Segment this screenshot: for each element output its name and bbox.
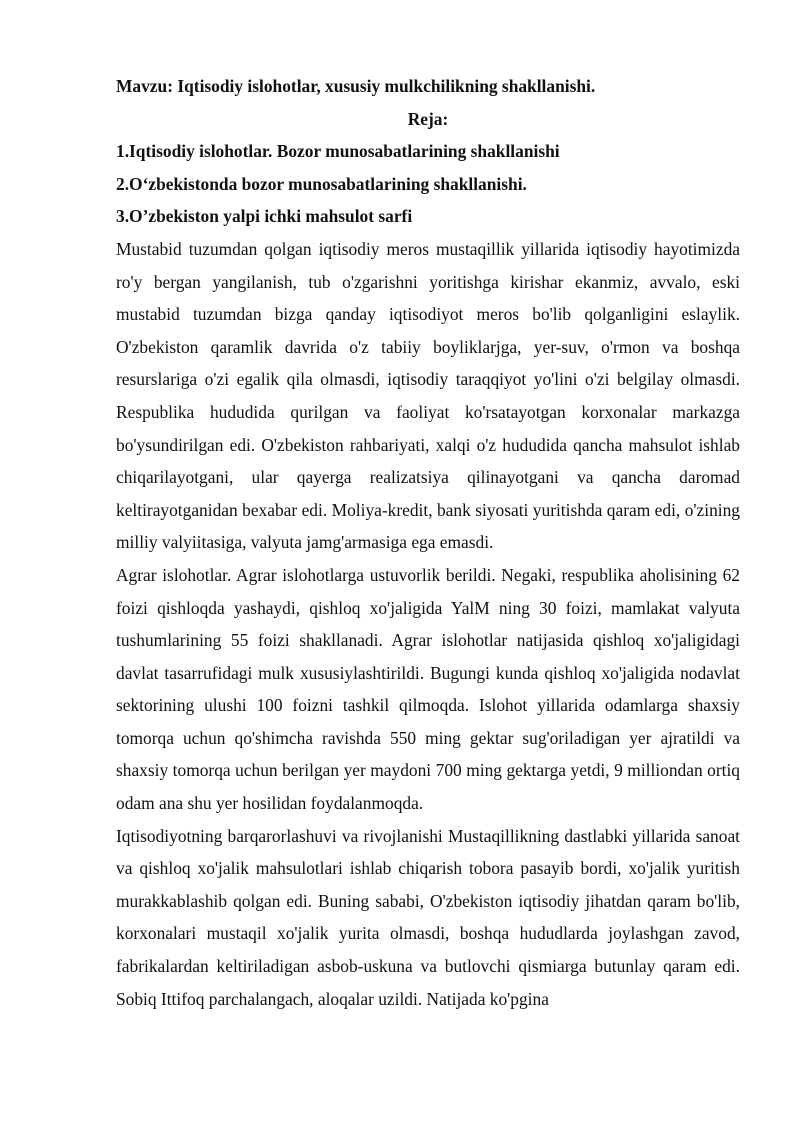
paragraph-economic-stabilization: Iqtisodiyotning barqarorlashuvi va rivojlanishi Mustaqillikning dastlabki yillarida sanoat va qishloq xo'jalik mahsulotlari ishlab chiqarish tobora pasayib bordi, xo'jalik yuritish murakkablashib qolgan edi. Buning sababi, O'zbekiston iqtisodiy jihatdan qaram bo'lib, korxonalari mustaqil xo'jalik yurita olmasdi, boshqa hududlarda joylashgan zavod, fabrikalardan keltiriladigan asbob-uskuna va butlovchi qismiarga butunlay qaram edi. Sobiq Ittifoq parchalangach, aloqalar uzildi. Natijada ko'pgina [116,825,740,1009]
plan-item-1: 1.Iqtisodiy islohotlar. Bozor munosabatlarining shakllanishi [116,141,560,162]
paragraph-agrarian-reforms: Agrar islohotlar. Agrar islohotlarga ustuvorlik berildi. Negaki, respublika aholisining 62 foizi qishloqda yashaydi, qishloq xo'jaligida YalM ning 30 foizi, mamlakat valyuta tushumlarining 55 foizi shakllanadi. Agrar islohotlar natijasida qishloq xo'jaligidagi davlat tasarrufidagi mulk xususiylashtirildi. Bugungi kunda qishloq xo'jaligida nodavlat sektorining ulushi 100 foizni tashkil qilmoqda. Islohot yillarida odamlarga shaxsiy tomorqa uchun qo'shimcha ravishda 550 ming gektar sug'oriladigan yer ajratildi va shaxsiy tomorqa uchun berilgan yer maydoni 700 ming gektarga yetdi, 9 milliondan ortiq odam ana shu yer hosilidan foydalanmoqda. [116,564,740,814]
plan-item-3: 3.O’zbekiston yalpi ichki mahsulot sarfi [116,206,413,227]
document-page [116,70,740,1015]
document-title: Mavzu: Iqtisodiy islohotlar, xususiy mulkchilikning shakllanishi. [116,76,596,96]
paragraph-economic-heritage: Mustabid tuzumdan qolgan iqtisodiy meros mustaqillik yillarida iqtisodiy hayotimizda ro'y bergan yangilanish, tub o'zgarishni yoritishga kirishar ekanmiz, avvalo, eski mustabid tuzumdan bizga qanday iqtisodiyot meros bo'lib qolganligini eslaylik. O'zbekiston qaramlik davrida o'z tabiiy boyliklarjga, yer-suv, o'rmon va boshqa resurslariga o'zi egalik qila olmasdi, iqtisodiy taraqqiyot yo'lini o'zi belgilay olmasdi. Respublika hududida qurilgan va faoliyat ko'rsatayotgan korxonalar markazga bo'ysundirilgan edi. O'zbekiston rahbariyati, xalqi o'z hududida qancha mahsulot ishlab chiqarilayotgani, ular qayerga realizatsiya qilinayotgani va qancha daromad keltirayotganidan bexabar edi. Moliya-kredit, bank siyosati yuritishda qaram edi, o'zining milliy valyiitasiga, valyuta jamg'armasiga ega emasdi. [116,238,740,553]
plan-label: Reja: [407,108,449,129]
plan-item-2: 2.O‘zbekistonda bozor munosabatlarining shakllanishi. [116,173,527,194]
